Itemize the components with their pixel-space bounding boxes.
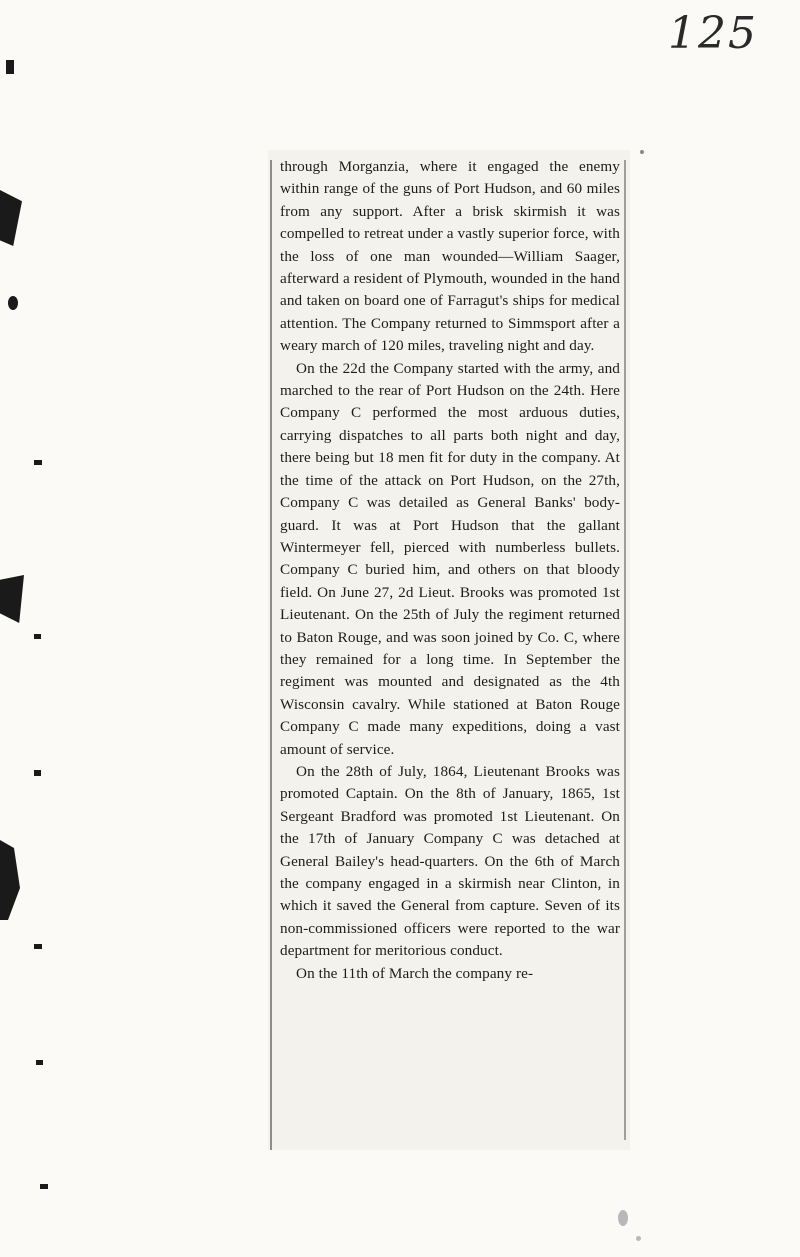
article-paragraph: On the 22d the Company started with the army, and marched to the rear of Port Hudson on the 24th. Here Company C performed the most arduous duties, carrying dispatches to all parts both night and day, there being but 18 men fit for duty in the company. At the time of the attack on Port Hudson, on the 27th, Company C was detailed as General Banks' body-guard. It was at Port Hudson that the gallant Wintermeyer fell, pierced with numberless bullets. Company C buried him, and others on that bloody field. On June 27, 2d Lieut. Brooks was promoted 1st Lieutenant. On the 25th of July the regiment returned to Baton Rouge, and was soon joined by Co. C, where they remained for a long time. In September the regiment was mounted and designated as the 4th Wisconsin cavalry. While stationed at Baton Rouge Company C made many expeditions, doing a vast amount of service. <box>280 359 620 758</box>
binding-mark <box>8 296 18 310</box>
binding-mark <box>34 460 42 465</box>
article-paragraph: On the 28th of July, 1864, Lieutenant Brooks was promoted Captain. On the 8th of January, 1865, 1st Sergeant Bradford was promoted 1st Lieutenant. On the 17th of January Company C was detached at General Bailey's head-quarters. On the 6th of March the company engaged in a skirmish near Clinton, in which it saved the General from capture. Seven of its non-commissioned officers were reported to the war department for meritorious conduct. <box>280 762 620 960</box>
clipping-left-border <box>270 160 272 1150</box>
binding-mark <box>40 1184 48 1189</box>
binding-mark <box>36 1060 43 1065</box>
binding-mark <box>34 944 42 949</box>
binding-mark <box>0 840 20 920</box>
clipping-right-border <box>624 160 626 1140</box>
article-paragraph: On the 11th of March the company re- <box>296 964 534 982</box>
binding-mark <box>0 575 24 623</box>
paper-speck <box>636 1236 641 1241</box>
binding-mark <box>34 634 41 639</box>
left-margin-edge <box>0 0 40 1257</box>
binding-mark <box>0 190 22 246</box>
page-number: 125 <box>668 8 758 59</box>
article-paragraph: through Morganzia, where it engaged the enemy within range of the guns of Port Hudson, and 60 miles from any support. After a brisk skirmish it was compelled to retreat under a vastly superior force, with the loss of one man wounded—William Saager, afterward a resident of Plymouth, wounded in the hand and taken on board one of Farragut's ships for medical attention. The Company returned to Simmsport after a weary march of 120 miles, traveling night and day. <box>280 158 620 355</box>
binding-mark <box>6 60 14 74</box>
article-text <box>280 156 620 985</box>
paper-speck <box>618 1210 628 1226</box>
binding-mark <box>34 770 41 776</box>
paper-speck <box>640 150 644 154</box>
